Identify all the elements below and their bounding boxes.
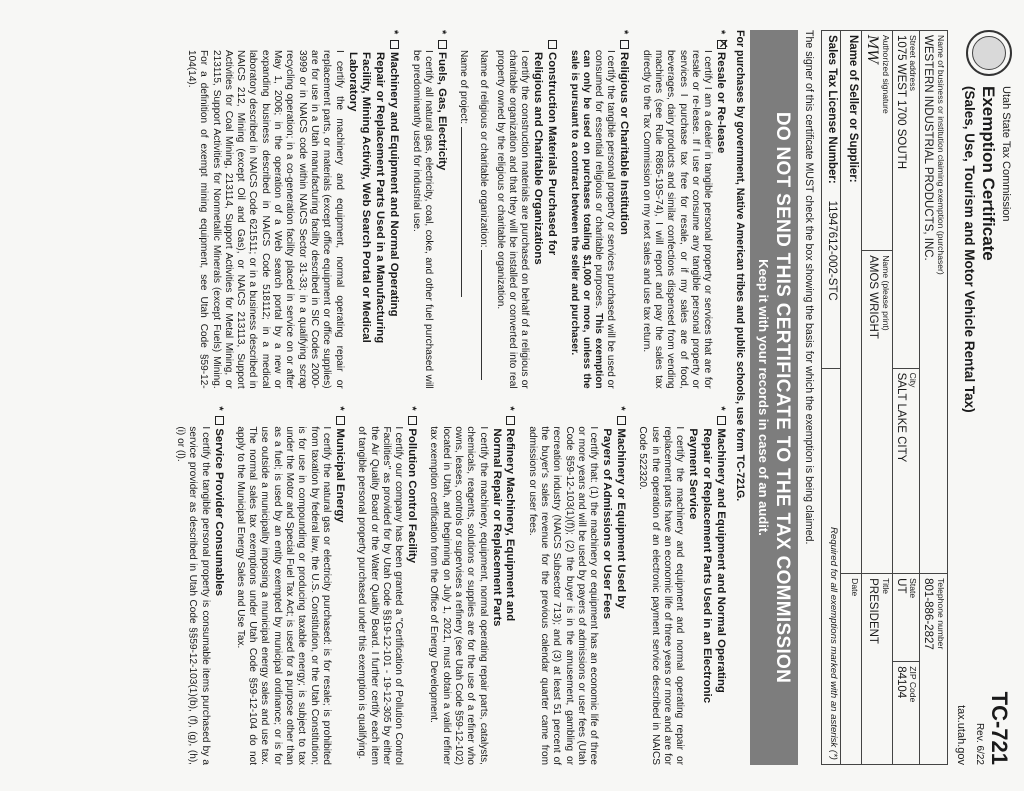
telephone-cell[interactable]: Telephone number 801-886-2827 bbox=[920, 574, 948, 765]
signer-instructions: The signer of this certificate MUST check the box showing the basis for which the exemption is being claimed. bbox=[803, 30, 816, 545]
purchases-note: For purchases by government, Native American tribes and public schools, use form TC-721G. bbox=[734, 30, 747, 502]
left-column bbox=[165, 30, 727, 389]
signature-value: MW bbox=[864, 35, 881, 64]
printed-name-value: AMOS WRIGHT bbox=[867, 255, 880, 339]
website: tax.utah.gov bbox=[954, 705, 967, 765]
fuels-checkbox[interactable] bbox=[438, 40, 447, 49]
license-value: 11947612-002-STC bbox=[826, 200, 839, 301]
title-cell[interactable]: Title PRESIDENT bbox=[862, 574, 893, 765]
construction-checkbox[interactable] bbox=[548, 40, 557, 49]
exemption-construction: Construction Materials Purchased for Religious and Charitable Organizations I certify the construction materials are purchased on behalf of a religious or charitable organization and that they will be installed or converted into real property owned by the religious or charitable organization. Name of religious or charitable organization: Name of project: bbox=[457, 30, 558, 389]
project-field[interactable] bbox=[461, 127, 471, 297]
exemption-payment-service: * Machinery and Equipment and Normal Operating Repair or Replacement Parts Used in an Electronic Payment Service I certify the machinery and equipment and normal operating repair or replacement parts have an economic life of three years or more and are for use in the operation of an electronic payment service described in NAICS Code 522320. bbox=[637, 406, 728, 765]
do-not-send-banner: DO NOT SEND THIS CERTIFICATE TO THE TAX COMMISSION Keep it with your records in case of an audit. bbox=[750, 30, 798, 765]
purchaser-name-cell[interactable]: Name of business or institution claiming exemption (purchaser) WESTERN INDUSTRIAL PRODUCTS, INC. bbox=[920, 31, 948, 574]
date-cell[interactable]: Date bbox=[841, 574, 862, 765]
organization-field[interactable] bbox=[481, 250, 491, 380]
purchaser-info-table bbox=[821, 30, 948, 765]
manufacturing-checkbox[interactable] bbox=[390, 40, 399, 49]
street-cell[interactable]: Street address 1075 WEST 1700 SOUTH bbox=[892, 31, 920, 369]
purchaser-name-value: WESTERN INDUSTRIAL PRODUCTS, INC. bbox=[922, 35, 935, 261]
city-value: SALT LAKE CITY bbox=[894, 372, 907, 463]
form-header bbox=[954, 30, 1012, 765]
state-seal-icon bbox=[966, 30, 1012, 76]
exemption-user-fees: * Machinery or Equipment Used by Payers of Admissions or User Fees I certify that: (1) the machinery or equipment has an economic life of three or more years and will be used by payers of admissions or user fees (Utah Code §59-12-103(1)(f)); (2) the buyer is in the amusement, gambling or recreation industry (NAICS Subsector 713); and (3) at least 51 percent of the buyer's sales revenue for the previous calendar quarter came from admissions or user fees. bbox=[526, 406, 628, 765]
pollution-checkbox[interactable] bbox=[408, 416, 417, 425]
exemption-options bbox=[165, 30, 727, 765]
exemption-refinery: * Refinery Machinery, Equipment and Normal Repair or Replacement Parts I certify the machinery, equipment, normal operating repair parts, catalysts, chemicals, reagents, solutions or supplies are for the use of a refiner who owns, leases, controls or supervises a refinery (see Utah Code §59-12-102) located in Utah, and beginning on July 1, 2021, must obtain a valid refiner tax exemption certification from the Office of Energy Development. bbox=[428, 406, 517, 765]
resale-checkbox[interactable] bbox=[717, 40, 726, 49]
signature-cell[interactable]: Authorized signature MW bbox=[862, 31, 893, 251]
municipal-energy-checkbox[interactable] bbox=[336, 416, 345, 425]
payment-service-checkbox[interactable] bbox=[717, 416, 726, 425]
user-fees-checkbox[interactable] bbox=[617, 416, 626, 425]
right-column bbox=[165, 406, 727, 765]
form-title: Exemption Certificate bbox=[978, 86, 998, 261]
exemption-fuels: * Fuels, Gas, Electricity I certify all natural gas, electricity, coal, coke, and other fuel purchased will be predominantly used for industrial use. bbox=[410, 30, 448, 389]
street-value: 1075 WEST 1700 SOUTH bbox=[894, 35, 907, 170]
state-cell[interactable]: State UT bbox=[892, 574, 920, 662]
form-subtitle: (Sales, Use, Tourism and Motor Vehicle Rental Tax) bbox=[961, 86, 977, 413]
required-note: Required for all exemptions marked with an asterisk (*) bbox=[822, 368, 841, 764]
exemption-resale: * ✕ Resale or Re-lease I certify I am a dealer in tangible personal property or services that are for resale or re-lease. If I use or consume any tangible personal property or services I purchase tax free for resale, or if my sales are of food, beverages, dairy products and similar confections dispensed from vending machines (see Rule R865-19S-74), I will report and pay the sales tax directly to the Tax Commission on my next sales and use tax return. bbox=[639, 30, 727, 389]
zip-cell[interactable]: ZIP Code 84104 bbox=[892, 662, 920, 765]
printed-name-cell[interactable]: Name (please print) AMOS WRIGHT bbox=[862, 251, 893, 574]
exemption-municipal-energy: * Municipal Energy I certify the natural gas or electricity purchased: is for resale; is prohibited from taxation by federal law, the U.S. Constitution, or the Utah Constitution; is for use in compounding or producing taxable energy; is subject to tax under the Motor and Special Fuel Tax Act; is used for a purpose other than as a fuel; is used by an entity exempted by municipal ordinance; or is for use outside a municipality imposing a municipal energy sales and use tax. The normal sales tax exemptions under Utah Code §59-12-104 do not apply to the Municipal Energy Sales and Use Tax. bbox=[234, 406, 346, 765]
refinery-checkbox[interactable] bbox=[506, 416, 515, 425]
form-number: TC-721 bbox=[987, 691, 1012, 765]
city-cell[interactable]: City SALT LAKE CITY bbox=[892, 368, 920, 574]
state-value: UT bbox=[894, 578, 907, 594]
seller-cell[interactable]: Name of Seller or Supplier: bbox=[841, 31, 862, 574]
zip-value: 84104 bbox=[894, 666, 907, 699]
exemption-service-provider: * Service Provider Consumables I certify the tangible personal property is consumable items purchased by a service provider as described in Utah Code §§59-12-103(1)(b), (f), (g), (h), (i) or (l). bbox=[175, 406, 225, 765]
license-cell[interactable]: Sales Tax License Number: 11947612-002-STC bbox=[822, 31, 841, 369]
exemption-religious: * Religious or Charitable Institution I certify the tangible personal property or services purchased will be used or consumed for essential religious or charitable purposes. This exemption can only be used on purchases totaling $1,000 or more, unless the sale is pursuant to a contract between the seller and purchaser. bbox=[568, 30, 631, 389]
title-value: PRESIDENT bbox=[867, 578, 880, 644]
form-revision: Rev. 6/22 bbox=[974, 722, 986, 765]
telephone-value: 801-886-2827 bbox=[922, 578, 935, 650]
agency-name: Utah State Tax Commission bbox=[1000, 86, 1012, 222]
exemption-manufacturing: * Machinery and Equipment and Normal Operating Repair or Replacement Parts Used in a Manufacturing Facility, Mining Activity, Web Search Portal or Medical Laboratory I certify the machinery and equipment, normal operating repair or replacement parts, or materials (except office equipment or office supplies) are for use in a Utah manufacturing facility described in SIC Codes 2000-3999 or in NAICS code within NAICS Sector 31-33; in a qualifying scrap recycling operation; in a co-generation facility placed in service on or after May 1, 2006; in the operation of a Web search portal by a new or expanding business described in NAICS Code 518112; in a medical laboratory described in NAICS Code 621511; or in a business described in NAICS 212, Mining (except Oil and Gas), or NAICS 213113, Support Activities for Coal Mining, 213114, Support Activities for Metal Mining, or 213115, Support Activities for Nonmetallic Minerals (except Fuels) Mining. For a definition of exempt mining equipment, see Utah Code §59-12-104(14). bbox=[185, 30, 401, 389]
exemption-pollution: * Pollution Control Facility I certify our company has been granted a "Certification of Pollution Control Facilities" as provided for by Utah Code §§19-12-101 - 19-12-305 by either the Air Quality Board or the Water Quality Board. I further certify each item of tangible personal property purchased under this exemption is qualifying. bbox=[356, 406, 419, 765]
service-provider-checkbox[interactable] bbox=[215, 416, 224, 425]
religious-checkbox[interactable] bbox=[620, 40, 629, 49]
